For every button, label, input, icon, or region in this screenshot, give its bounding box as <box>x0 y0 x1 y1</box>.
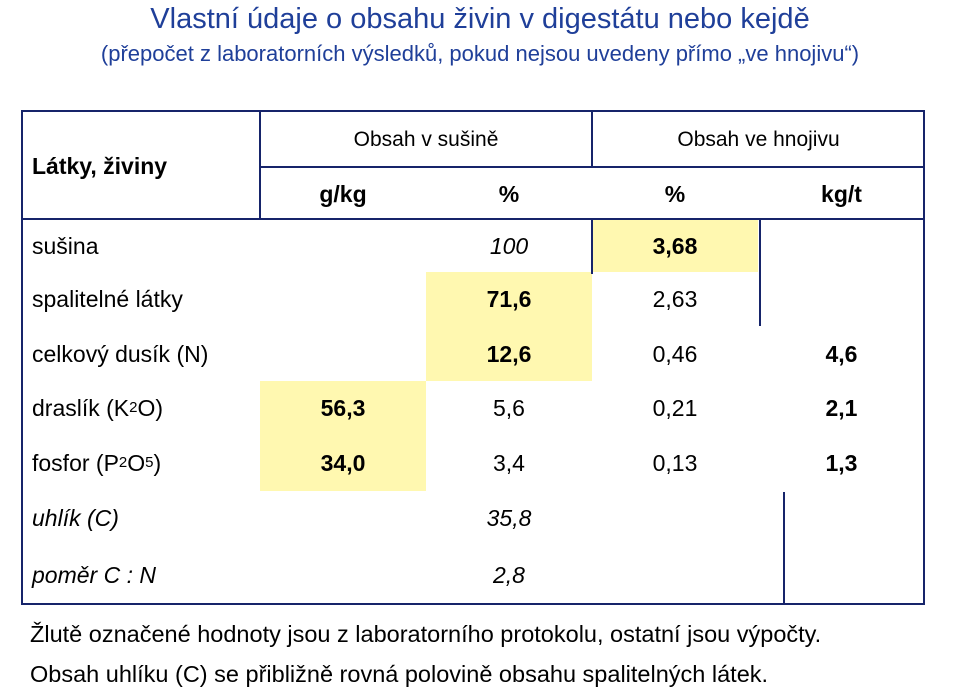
row-label-dusik: celkový dusík (N) <box>32 340 209 367</box>
row-label-uhlik: uhlík (C) <box>32 504 119 531</box>
row-label-pomer: poměr C : N <box>32 561 156 588</box>
row-label-draslik: draslík (K 2 O) <box>32 394 164 421</box>
unit-header-pct-fert: % <box>664 180 686 207</box>
row-label-fosfor: fosfor (P 2 O 5 ) <box>32 449 162 476</box>
cell-fosfor-pct-fert: 0,13 <box>652 449 698 476</box>
fosfor-label-a: fosfor (P <box>32 449 119 476</box>
cell-dusik-pct-fert: 0,46 <box>652 340 698 367</box>
draslik-label-b: O) <box>137 394 164 421</box>
cell-spalitelne-pct-fert: 2,63 <box>652 286 698 312</box>
note-yellow-values: Žlutě označené hodnoty jsou z laboratorního protokolu, ostatní jsou výpočty. <box>30 621 822 647</box>
fosfor-label-c: ) <box>153 449 162 476</box>
divider-v-kgt-bottom <box>783 492 785 605</box>
cell-susina-pct-fert: 3,68 <box>592 220 758 272</box>
row-label-spalitelne: spalitelné látky <box>32 286 183 312</box>
divider-v-susina <box>591 220 593 274</box>
cell-spalitelne-pct-dry: 71,6 <box>426 272 592 327</box>
group-header-dry-matter: Obsah v sušině <box>353 128 499 151</box>
cell-dusik-pct-dry: 12,6 <box>426 327 592 381</box>
divider-v-groups <box>591 112 593 168</box>
cell-draslik-kgt: 2,1 <box>825 394 858 421</box>
page-title: Vlastní údaje o obsahu živin v digestátu nebo kejdě <box>150 3 810 35</box>
cell-draslik-pct-dry: 5,6 <box>493 394 525 421</box>
cell-draslik-pct-fert: 0,21 <box>652 394 698 421</box>
note-carbon: Obsah uhlíku (C) se přibližně rovná polovině obsahu spalitelných látek. <box>30 661 769 687</box>
corner-header: Látky, živiny <box>32 152 168 179</box>
cell-draslik-gkg: 56,3 <box>260 381 426 435</box>
cell-pomer-pct-dry: 2,8 <box>493 561 525 588</box>
cell-fosfor-kgt: 1,3 <box>825 449 858 476</box>
cell-fosfor-gkg: 34,0 <box>260 435 426 491</box>
cell-dusik-kgt: 4,6 <box>825 340 858 367</box>
unit-header-gkg: g/kg <box>319 180 367 207</box>
nutrient-table <box>21 110 925 605</box>
page-subtitle: (přepočet z laboratorních výsledků, pokud nejsou uvedeny přímo „ve hnojivu“) <box>100 41 860 66</box>
divider-h-groups <box>260 166 925 168</box>
fosfor-label-b: O <box>127 449 146 476</box>
cell-uhlik-pct-dry: 35,8 <box>486 504 532 531</box>
divider-h-header <box>23 218 925 220</box>
group-header-fertilizer: Obsah ve hnojivu <box>677 128 840 151</box>
unit-header-kgt: kg/t <box>821 180 862 207</box>
unit-header-pct-dry: % <box>498 180 520 207</box>
cell-fosfor-pct-dry: 3,4 <box>493 449 525 476</box>
divider-v-kgt <box>759 220 761 326</box>
cell-susina-pct-dry: 100 <box>489 232 529 259</box>
row-label-susina: sušina <box>32 232 99 259</box>
draslik-label-a: draslík (K <box>32 394 130 421</box>
